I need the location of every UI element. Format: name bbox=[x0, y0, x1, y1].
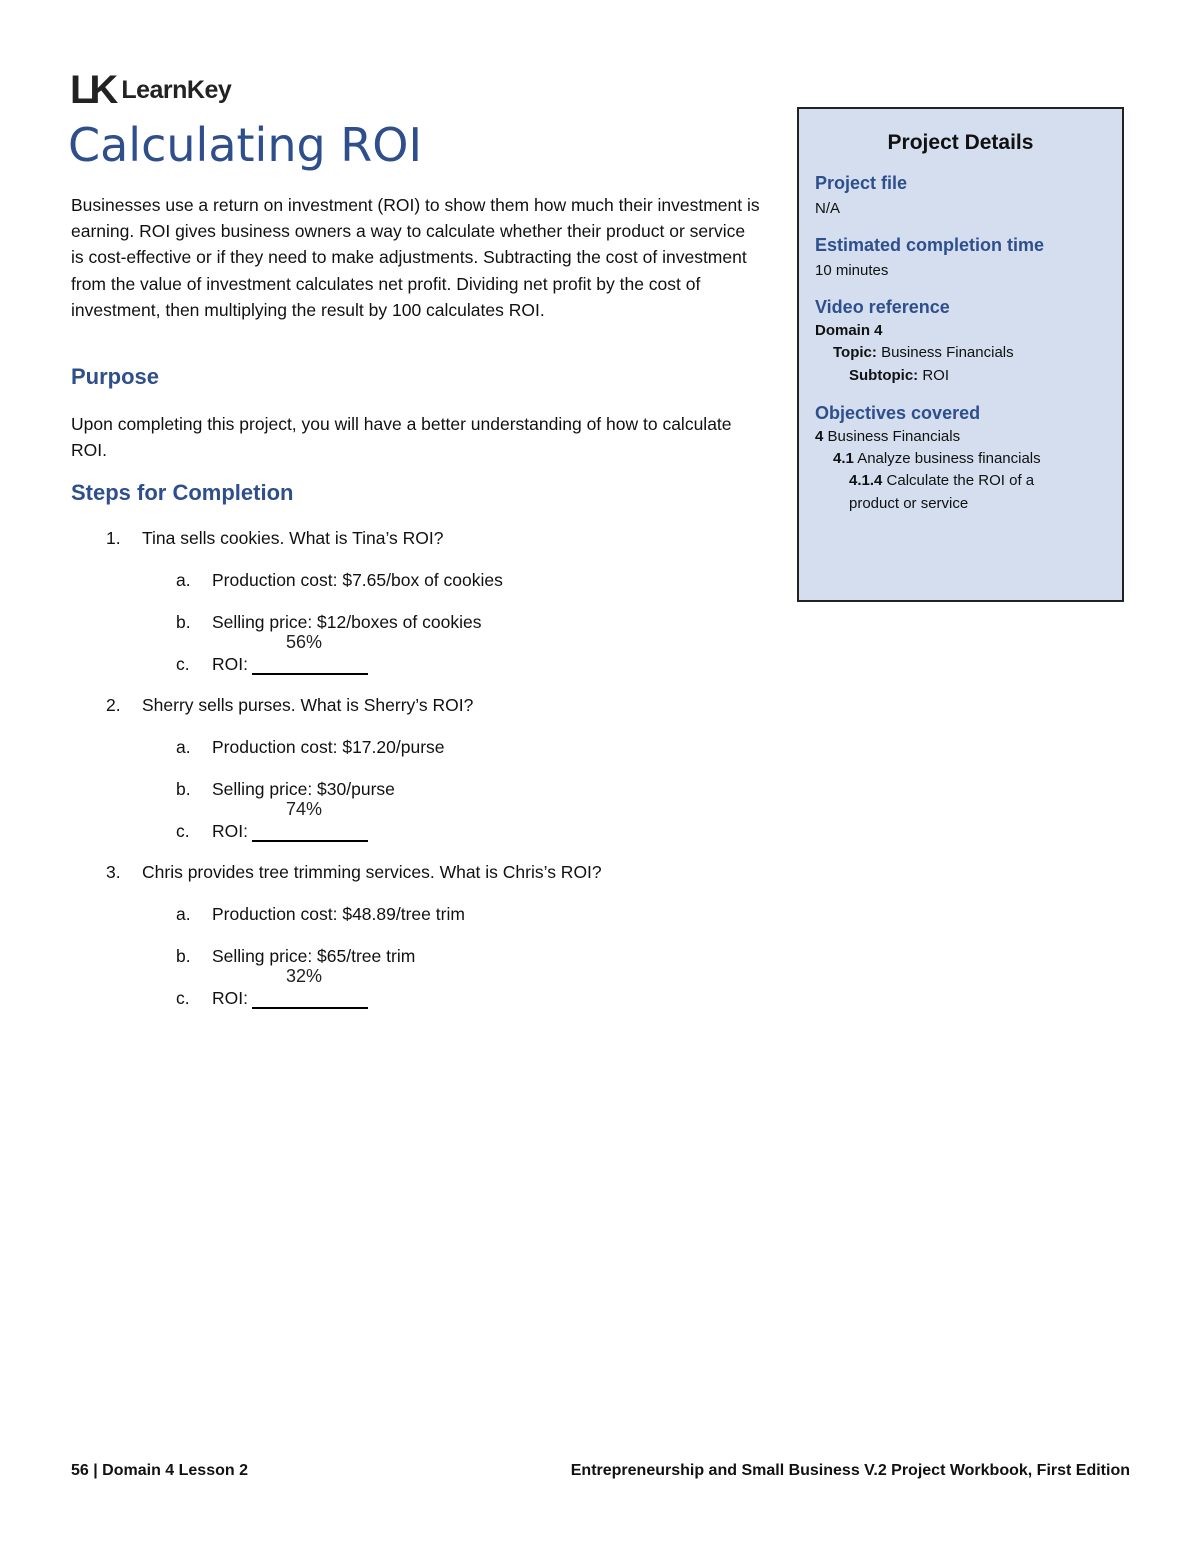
objective-3-cont: product or service bbox=[849, 495, 969, 512]
project-file-value: N/A bbox=[815, 200, 841, 217]
objective-num: 4.1.4 bbox=[849, 472, 883, 489]
sub-text: Selling price: $65/tree trim bbox=[212, 946, 416, 966]
step-3-sub-b bbox=[176, 945, 415, 967]
learnkey-logo bbox=[70, 68, 232, 112]
roi-answer: 56% bbox=[285, 632, 323, 652]
step-2-sub-b bbox=[176, 778, 395, 800]
video-reference-label: Video reference bbox=[815, 297, 950, 317]
step-number: 1. bbox=[106, 528, 121, 548]
logo-mark: LK bbox=[70, 68, 114, 112]
step-1 bbox=[106, 527, 444, 549]
sub-letter: b. bbox=[176, 946, 191, 966]
sub-letter: b. bbox=[176, 612, 191, 632]
sub-text: Production cost: $17.20/purse bbox=[212, 737, 445, 757]
page-title: Calculating ROI bbox=[68, 118, 423, 172]
sub-text: Selling price: $12/boxes of cookies bbox=[212, 612, 482, 632]
step-2 bbox=[106, 694, 473, 716]
footer-book-title: Entrepreneurship and Small Business V.2 Project Workbook, First Edition bbox=[570, 1462, 1130, 1479]
project-details-panel bbox=[797, 107, 1124, 602]
step-text: Tina sells cookies. What is Tina’s ROI? bbox=[142, 528, 444, 548]
purpose-heading: Purpose bbox=[71, 364, 160, 389]
subtopic-value: ROI bbox=[922, 367, 949, 384]
sub-letter: b. bbox=[176, 779, 191, 799]
sub-letter: c. bbox=[176, 821, 190, 841]
logo-name: LearnKey bbox=[121, 76, 232, 104]
step-number: 3. bbox=[106, 862, 121, 882]
objective-text: Analyze business financials bbox=[857, 450, 1041, 467]
step-3 bbox=[106, 861, 602, 883]
sub-text: Production cost: $48.89/tree trim bbox=[212, 904, 465, 924]
step-1-sub-a bbox=[176, 569, 503, 591]
video-subtopic bbox=[849, 366, 949, 386]
objective-text: Business Financials bbox=[827, 428, 961, 445]
sub-letter: a. bbox=[176, 737, 191, 757]
objective-2 bbox=[833, 449, 1041, 469]
video-domain: Domain 4 bbox=[815, 322, 883, 339]
step-2-sub-c bbox=[176, 799, 368, 842]
objective-num: 4 bbox=[815, 428, 824, 445]
sub-letter: c. bbox=[176, 988, 190, 1008]
step-1-sub-c bbox=[176, 632, 368, 675]
subtopic-label: Subtopic: bbox=[849, 367, 919, 384]
completion-time-label: Estimated completion time bbox=[815, 235, 1045, 255]
step-text: Chris provides tree trimming services. What is Chris’s ROI? bbox=[142, 862, 602, 882]
sub-letter: a. bbox=[176, 904, 191, 924]
roi-answer-field[interactable] bbox=[252, 632, 368, 675]
objective-1 bbox=[815, 427, 960, 447]
sub-letter: a. bbox=[176, 570, 191, 590]
topic-value: Business Financials bbox=[881, 344, 1014, 361]
objective-num: 4.1 bbox=[833, 450, 854, 467]
sub-letter: c. bbox=[176, 654, 190, 674]
objective-text: Calculate the ROI of a bbox=[886, 472, 1035, 489]
roi-answer: 32% bbox=[285, 966, 323, 986]
step-text: Sherry sells purses. What is Sherry’s ROI? bbox=[142, 695, 474, 715]
sub-text: Production cost: $7.65/box of cookies bbox=[212, 570, 503, 590]
sub-text: ROI: bbox=[212, 821, 248, 841]
roi-answer: 74% bbox=[285, 799, 323, 819]
sub-text: ROI: bbox=[212, 988, 248, 1008]
topic-label: Topic: bbox=[833, 344, 877, 361]
project-file-label: Project file bbox=[815, 173, 908, 193]
roi-answer-field[interactable] bbox=[252, 799, 368, 842]
step-number: 2. bbox=[106, 695, 121, 715]
objective-3 bbox=[849, 471, 1034, 491]
steps-heading: Steps for Completion bbox=[71, 480, 294, 505]
panel-title: Project Details bbox=[887, 131, 1034, 154]
step-3-sub-a bbox=[176, 903, 465, 925]
intro-paragraph: Businesses use a return on investment (ROI) to show them how much their investment is earning. ROI gives business owners a way to calculate whether their product or service is cost-effective or if they need to make adjustments. Subtracting the cost of investment from the value of investment calculates net profit. Dividing net profit by the cost of investment, then multiplying the result by 100 calculates ROI. bbox=[71, 195, 760, 320]
completion-time-value: 10 minutes bbox=[815, 262, 889, 279]
step-1-sub-b bbox=[176, 611, 481, 633]
objectives-label: Objectives covered bbox=[815, 403, 981, 423]
footer-page-info: 56 | Domain 4 Lesson 2 bbox=[71, 1462, 248, 1479]
purpose-text: Upon completing this project, you will have a better understanding of how to calculate ROI. bbox=[71, 414, 732, 461]
step-2-sub-a bbox=[176, 736, 445, 758]
sub-text: Selling price: $30/purse bbox=[212, 779, 395, 799]
sub-text: ROI: bbox=[212, 654, 248, 674]
step-3-sub-c bbox=[176, 966, 368, 1009]
roi-answer-field[interactable] bbox=[252, 966, 368, 1009]
video-topic bbox=[833, 343, 1014, 363]
